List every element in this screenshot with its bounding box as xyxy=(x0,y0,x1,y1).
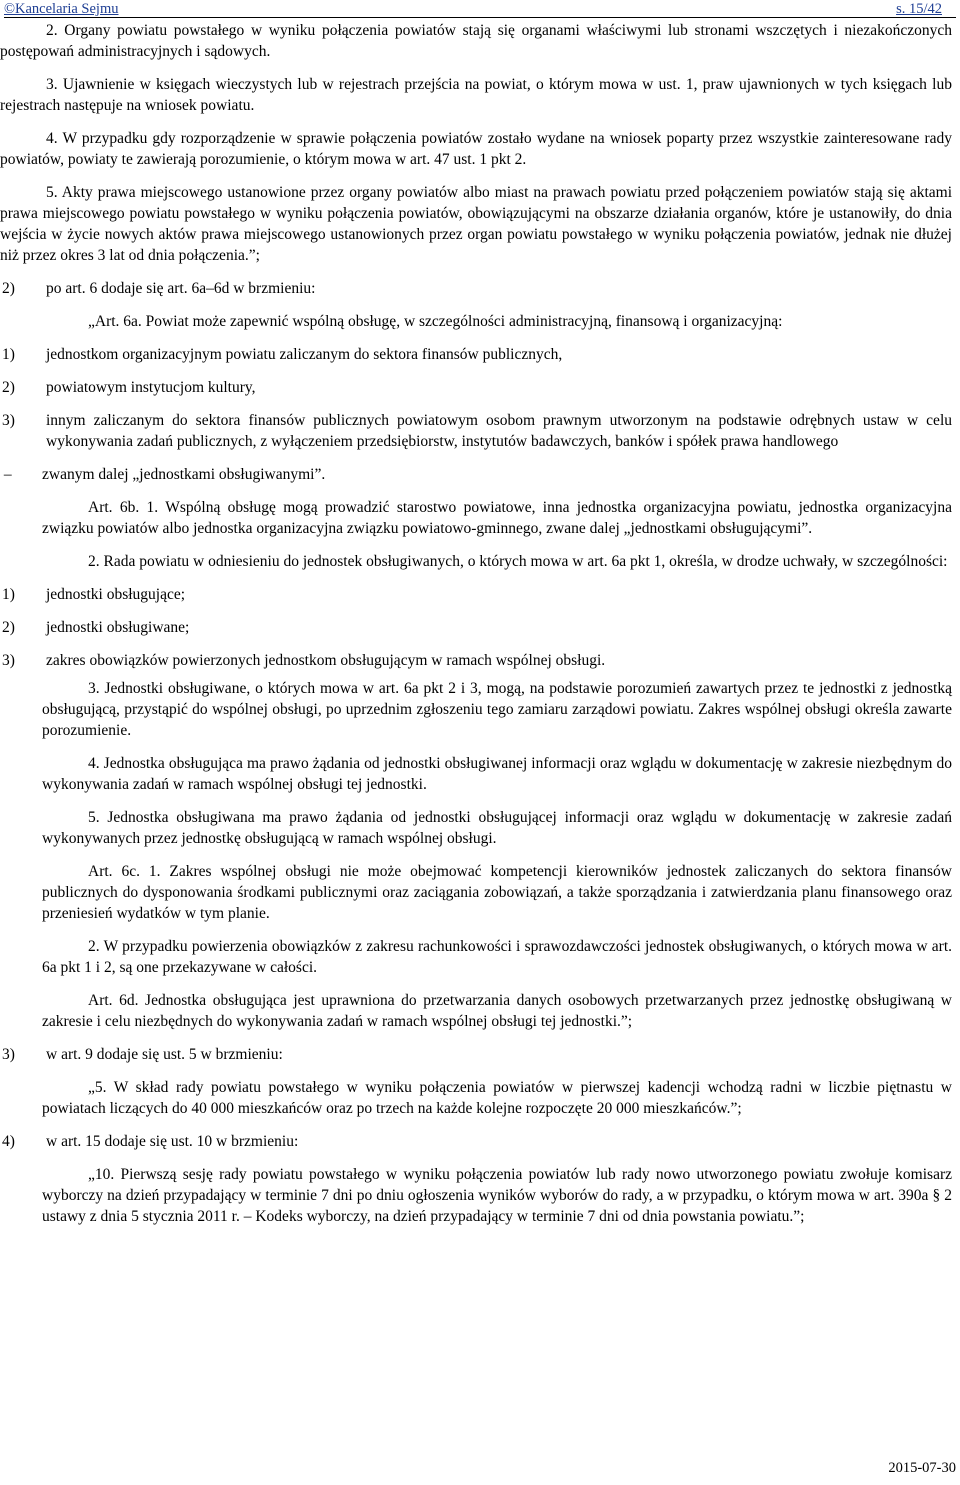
art-6b-ust-2: 2. Rada powiatu w odniesieniu do jednostek obsługiwanych, o których mowa w art. 6a pkt 1, określa, w drodze uchwały, w szczególności: xyxy=(88,553,948,570)
point-text: powiatowym instytucjom kultury, xyxy=(46,379,256,396)
art-15-ust-10: „10. Pierwszą sesję rady powiatu powstałego w wyniku połączenia powiatów lub rady nowo utworzonego powiatu zwołuje komisarz wyborczy na dzień przypadający w terminie 7 dni po dniu ogłoszenia wyników wyborów do rady, a w przypadku, o którym mowa w art. 390a § 2 ustawy z dnia 5 stycznia 2011 r. – Kodeks wyborczy, na dzień przypadający w terminie 7 dni od dnia powstania powiatu.”; xyxy=(42,1166,952,1225)
item-text: w art. 9 dodaje się ust. 5 w brzmieniu: xyxy=(46,1046,283,1063)
item-number: 3) xyxy=(2,1046,15,1063)
tail-text: zwanym dalej „jednostkami obsługiwanymi”. xyxy=(42,466,326,483)
item-text: w art. 15 dodaje się ust. 10 w brzmieniu: xyxy=(46,1133,299,1150)
art-6a-point xyxy=(0,377,960,398)
art-6a-point xyxy=(0,344,960,365)
point-number: 2) xyxy=(2,619,15,636)
point-text: jednostki obsługiwane; xyxy=(46,619,190,636)
paragraph-ust-4: 4. W przypadku gdy rozporządzenie w sprawie połączenia powiatów zostało wydane na wniosek poparty przez wszystkie zainteresowane rady powiatów, powiaty te zawierają porozumienie, o którym mowa w art. 47 ust. 1 pkt 2. xyxy=(0,130,952,168)
art-9-ust-5: „5. W skład rady powiatu powstałego w wyniku połączenia powiatów w pierwszej kadencji wchodzą radni w liczbie piętnastu w powiatach liczących do 40 000 mieszkańców oraz po trzech na każde kolejne rozpoczęte 20 000 mieszkańców.”; xyxy=(42,1079,952,1117)
point-number: 3) xyxy=(2,412,15,429)
footer-date: 2015-07-30 xyxy=(888,1460,956,1476)
art-6c-ust-1: Art. 6c. 1. Zakres wspólnej obsługi nie może obejmować kompetencji kierowników jednostek zaliczanych do sektora finansów publicznych do dysponowania środkami publicznymi oraz zaciągania zobowiązań, a także sporządzania i zatwierdzania planu finansowego oraz przeniesień wydatków w tym planie. xyxy=(42,863,952,922)
art-6b-point xyxy=(0,617,960,638)
point-text: innym zaliczanym do sektora finansów publicznych powiatowym osobom prawnym utworzonym na podstawie odrębnych ustaw w celu wykonywania zadań publicznych, z wyłączeniem przedsiębiorstw, instytutów badawczych, banków i spółek prawa handlowego xyxy=(46,412,952,450)
art-6b-ust-1: Art. 6b. 1. Wspólną obsługę mogą prowadzić starostwo powiatowe, inna jednostka organizacyjna powiatu, jednostka organizacyjna związku powiatów albo jednostka organizacyjna związku powiatowo-gminnego, zwane dalej „jednostkami obsługującymi”. xyxy=(42,499,952,537)
art-6a-point xyxy=(0,410,960,452)
list-item xyxy=(0,1131,960,1152)
header-rule xyxy=(4,17,956,18)
art-6d: Art. 6d. Jednostka obsługująca jest uprawniona do przetwarzania danych osobowych przetwarzanych przez jednostkę obsługiwaną w zakresie i celu niezbędnych do wykonywania zadań w ramach wspólnej obsługi tej jednostki.”; xyxy=(42,992,952,1030)
point-text: jednostkom organizacyjnym powiatu zaliczanym do sektora finansów publicznych, xyxy=(46,346,563,363)
page-header xyxy=(4,0,956,18)
point-number: 2) xyxy=(2,379,15,396)
list-item xyxy=(0,278,960,299)
document-body xyxy=(0,20,960,1227)
publisher-link[interactable]: ©Kancelaria Sejmu xyxy=(4,1,119,17)
paragraph-ust-2: 2. Organy powiatu powstałego w wyniku połączenia powiatów stają się organami właściwymi lub stronami wszczętych i niezakończonych postępowań administracyjnych i sądowych. xyxy=(0,22,952,60)
art-6b-ust-3: 3. Jednostki obsługiwane, o których mowa w art. 6a pkt 2 i 3, mogą, na podstawie porozumień zawartych przez te jednostki z jednostką obsługującą, przystąpić do wspólnej obsługi, po uprzednim zgłoszeniu tego zamiaru zarządowi powiatu. Zakres wspólnej obsługi określa zawarte porozumienie. xyxy=(42,680,952,739)
dash-mark: – xyxy=(0,466,12,483)
paragraph-ust-5: 5. Akty prawa miejscowego ustanowione przez organy powiatów albo miast na prawach powiatu przed połączeniem powiatów stają się aktami prawa miejscowego powiatu powstałego w wyniku połączenia powiatów, obowiązującymi na obszarze działania organów, które je ustanowiły, do dnia wejścia w życie nowych aktów prawa miejscowego ustanowionych przez organ powiatu powstałego w wyniku połączenia powiatów, jednak nie dłużej niż przez okres 3 lat od dnia połączenia.”; xyxy=(0,184,952,264)
page-number[interactable]: s. 15/42 xyxy=(896,1,942,17)
item-number: 2) xyxy=(2,280,15,297)
point-text: zakres obowiązków powierzonych jednostkom obsługującym w ramach wspólnej obsługi. xyxy=(46,652,606,669)
point-text: jednostki obsługujące; xyxy=(46,586,186,603)
art-6b-ust-5: 5. Jednostka obsługiwana ma prawo żądania od jednostki obsługującej informacji oraz wglądu w dokumentację w zakresie zadań wykonywanych przez jednostkę obsługującą w ramach wspólnej obsługi. xyxy=(42,809,952,847)
art-6c-ust-2: 2. W przypadku powierzenia obowiązków z zakresu rachunkowości i sprawozdawczości jednostek obsługiwanych, o których mowa w art. 6a pkt 1 i 2, są one przekazywane w całości. xyxy=(42,938,952,976)
art-6b-point xyxy=(0,650,960,671)
list-item xyxy=(0,1044,960,1065)
point-number: 3) xyxy=(2,652,15,669)
art-6a-intro: „Art. 6a. Powiat może zapewnić wspólną obsługę, w szczególności administracyjną, finansową i organizacyjną: xyxy=(88,313,783,330)
point-number: 1) xyxy=(2,586,15,603)
art-6b-ust-4: 4. Jednostka obsługująca ma prawo żądania od jednostki obsługiwanej informacji oraz wglądu w dokumentację w zakresie niezbędnym do wykonywania zadań w ramach wspólnej obsługi tej jednostki. xyxy=(42,755,952,793)
point-number: 1) xyxy=(2,346,15,363)
paragraph-ust-3: 3. Ujawnienie w księgach wieczystych lub w rejestrach przejścia na powiat, o którym mowa w ust. 1, praw ujawnionych w tych księgach lub rejestrach następuje na wniosek powiatu. xyxy=(0,76,952,114)
art-6a-tail xyxy=(0,464,960,485)
item-number: 4) xyxy=(2,1133,15,1150)
art-6b-point xyxy=(0,584,960,605)
item-text: po art. 6 dodaje się art. 6a–6d w brzmieniu: xyxy=(46,280,316,297)
